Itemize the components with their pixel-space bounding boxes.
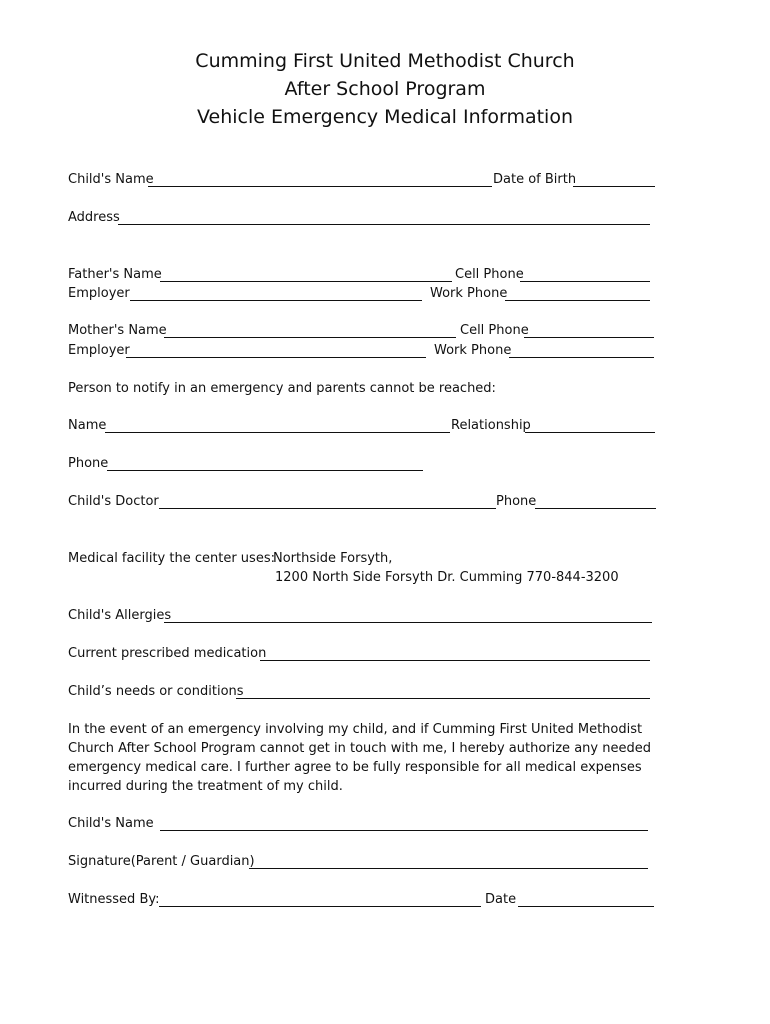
childs-name-field[interactable] (148, 186, 492, 187)
emergency-name-row (68, 416, 658, 436)
fathers-name-row (68, 265, 658, 285)
mothers-name-row (68, 321, 658, 341)
father-employer-label: Employer (68, 286, 130, 301)
emergency-contact-instructions: Person to notify in an emergency and parents cannot be reached: (68, 381, 496, 396)
childs-name-label: Child's Name (68, 172, 154, 187)
needs-label: Child’s needs or conditions (68, 684, 244, 699)
witnessed-by-label: Witnessed By: (68, 892, 160, 907)
allergies-row (68, 606, 658, 626)
fathers-name-field[interactable] (160, 281, 452, 282)
date-label: Date (485, 892, 517, 907)
medical-facility-name: Northside Forsyth, (273, 551, 393, 566)
mother-employer-label: Employer (68, 343, 130, 358)
medication-row (68, 644, 658, 664)
mothers-name-field[interactable] (164, 337, 456, 338)
mother-work-phone-field[interactable] (509, 357, 654, 358)
medical-facility-address: 1200 North Side Forsyth Dr. Cumming 770-844-3200 (275, 570, 619, 585)
witness-row (68, 890, 658, 910)
signature-field[interactable] (249, 868, 648, 869)
date-field[interactable] (518, 906, 654, 907)
allergies-field[interactable] (164, 622, 652, 623)
form-title-program: After School Program (284, 78, 486, 100)
emergency-phone-row (68, 454, 658, 474)
mothers-name-label: Mother's Name (68, 323, 167, 338)
doctor-phone-field[interactable] (535, 508, 656, 509)
sign-childs-name-label: Child's Name (68, 816, 154, 831)
father-cell-phone-field[interactable] (520, 281, 650, 282)
relationship-label: Relationship (451, 418, 531, 433)
signature-row (68, 852, 658, 872)
mother-cell-phone-field[interactable] (524, 337, 654, 338)
fathers-name-label: Father's Name (68, 267, 162, 282)
emergency-phone-field[interactable] (107, 470, 423, 471)
childs-doctor-label: Child's Doctor (68, 494, 159, 509)
date-of-birth-field[interactable] (573, 186, 655, 187)
sign-childs-name-field[interactable] (160, 830, 648, 831)
childs-doctor-row (68, 492, 658, 512)
father-work-phone-label: Work Phone (430, 286, 508, 301)
address-row (68, 208, 658, 228)
date-of-birth-label: Date of Birth (493, 172, 577, 187)
emergency-phone-label: Phone (68, 456, 109, 471)
address-label: Address (68, 210, 120, 225)
needs-row (68, 682, 658, 702)
mother-employer-field[interactable] (126, 357, 426, 358)
signature-label: Signature(Parent / Guardian) (68, 854, 255, 869)
authorization-statement: In the event of an emergency involving my child, and if Cumming First United Methodist Church After School Program cannot get in touch with me, I hereby authorize any needed emergency medical care. I further agree to be fully responsible for all medical expenses incurred during the treatment of my child. (68, 722, 651, 794)
childs-doctor-field[interactable] (159, 508, 496, 509)
witnessed-by-field[interactable] (159, 906, 481, 907)
doctor-phone-label: Phone (496, 494, 537, 509)
medication-field[interactable] (260, 660, 650, 661)
address-field[interactable] (118, 224, 650, 225)
needs-field[interactable] (236, 698, 650, 699)
father-employer-row (68, 284, 658, 304)
childs-name-row (68, 170, 658, 190)
father-cell-phone-label: Cell Phone (455, 267, 524, 282)
medication-label: Current prescribed medication (68, 646, 267, 661)
relationship-field[interactable] (525, 432, 655, 433)
medical-facility-label: Medical facility the center uses: (68, 551, 275, 566)
form-title-form-name: Vehicle Emergency Medical Information (196, 106, 573, 128)
mother-work-phone-label: Work Phone (434, 343, 512, 358)
emergency-name-label: Name (68, 418, 107, 433)
sign-childs-name-row (68, 814, 658, 834)
mother-employer-row (68, 341, 658, 361)
emergency-name-field[interactable] (105, 432, 450, 433)
allergies-label: Child's Allergies (68, 608, 172, 623)
mother-cell-phone-label: Cell Phone (460, 323, 529, 338)
father-work-phone-field[interactable] (505, 300, 650, 301)
form-title-church: Cumming First United Methodist Church (195, 50, 575, 72)
father-employer-field[interactable] (130, 300, 422, 301)
